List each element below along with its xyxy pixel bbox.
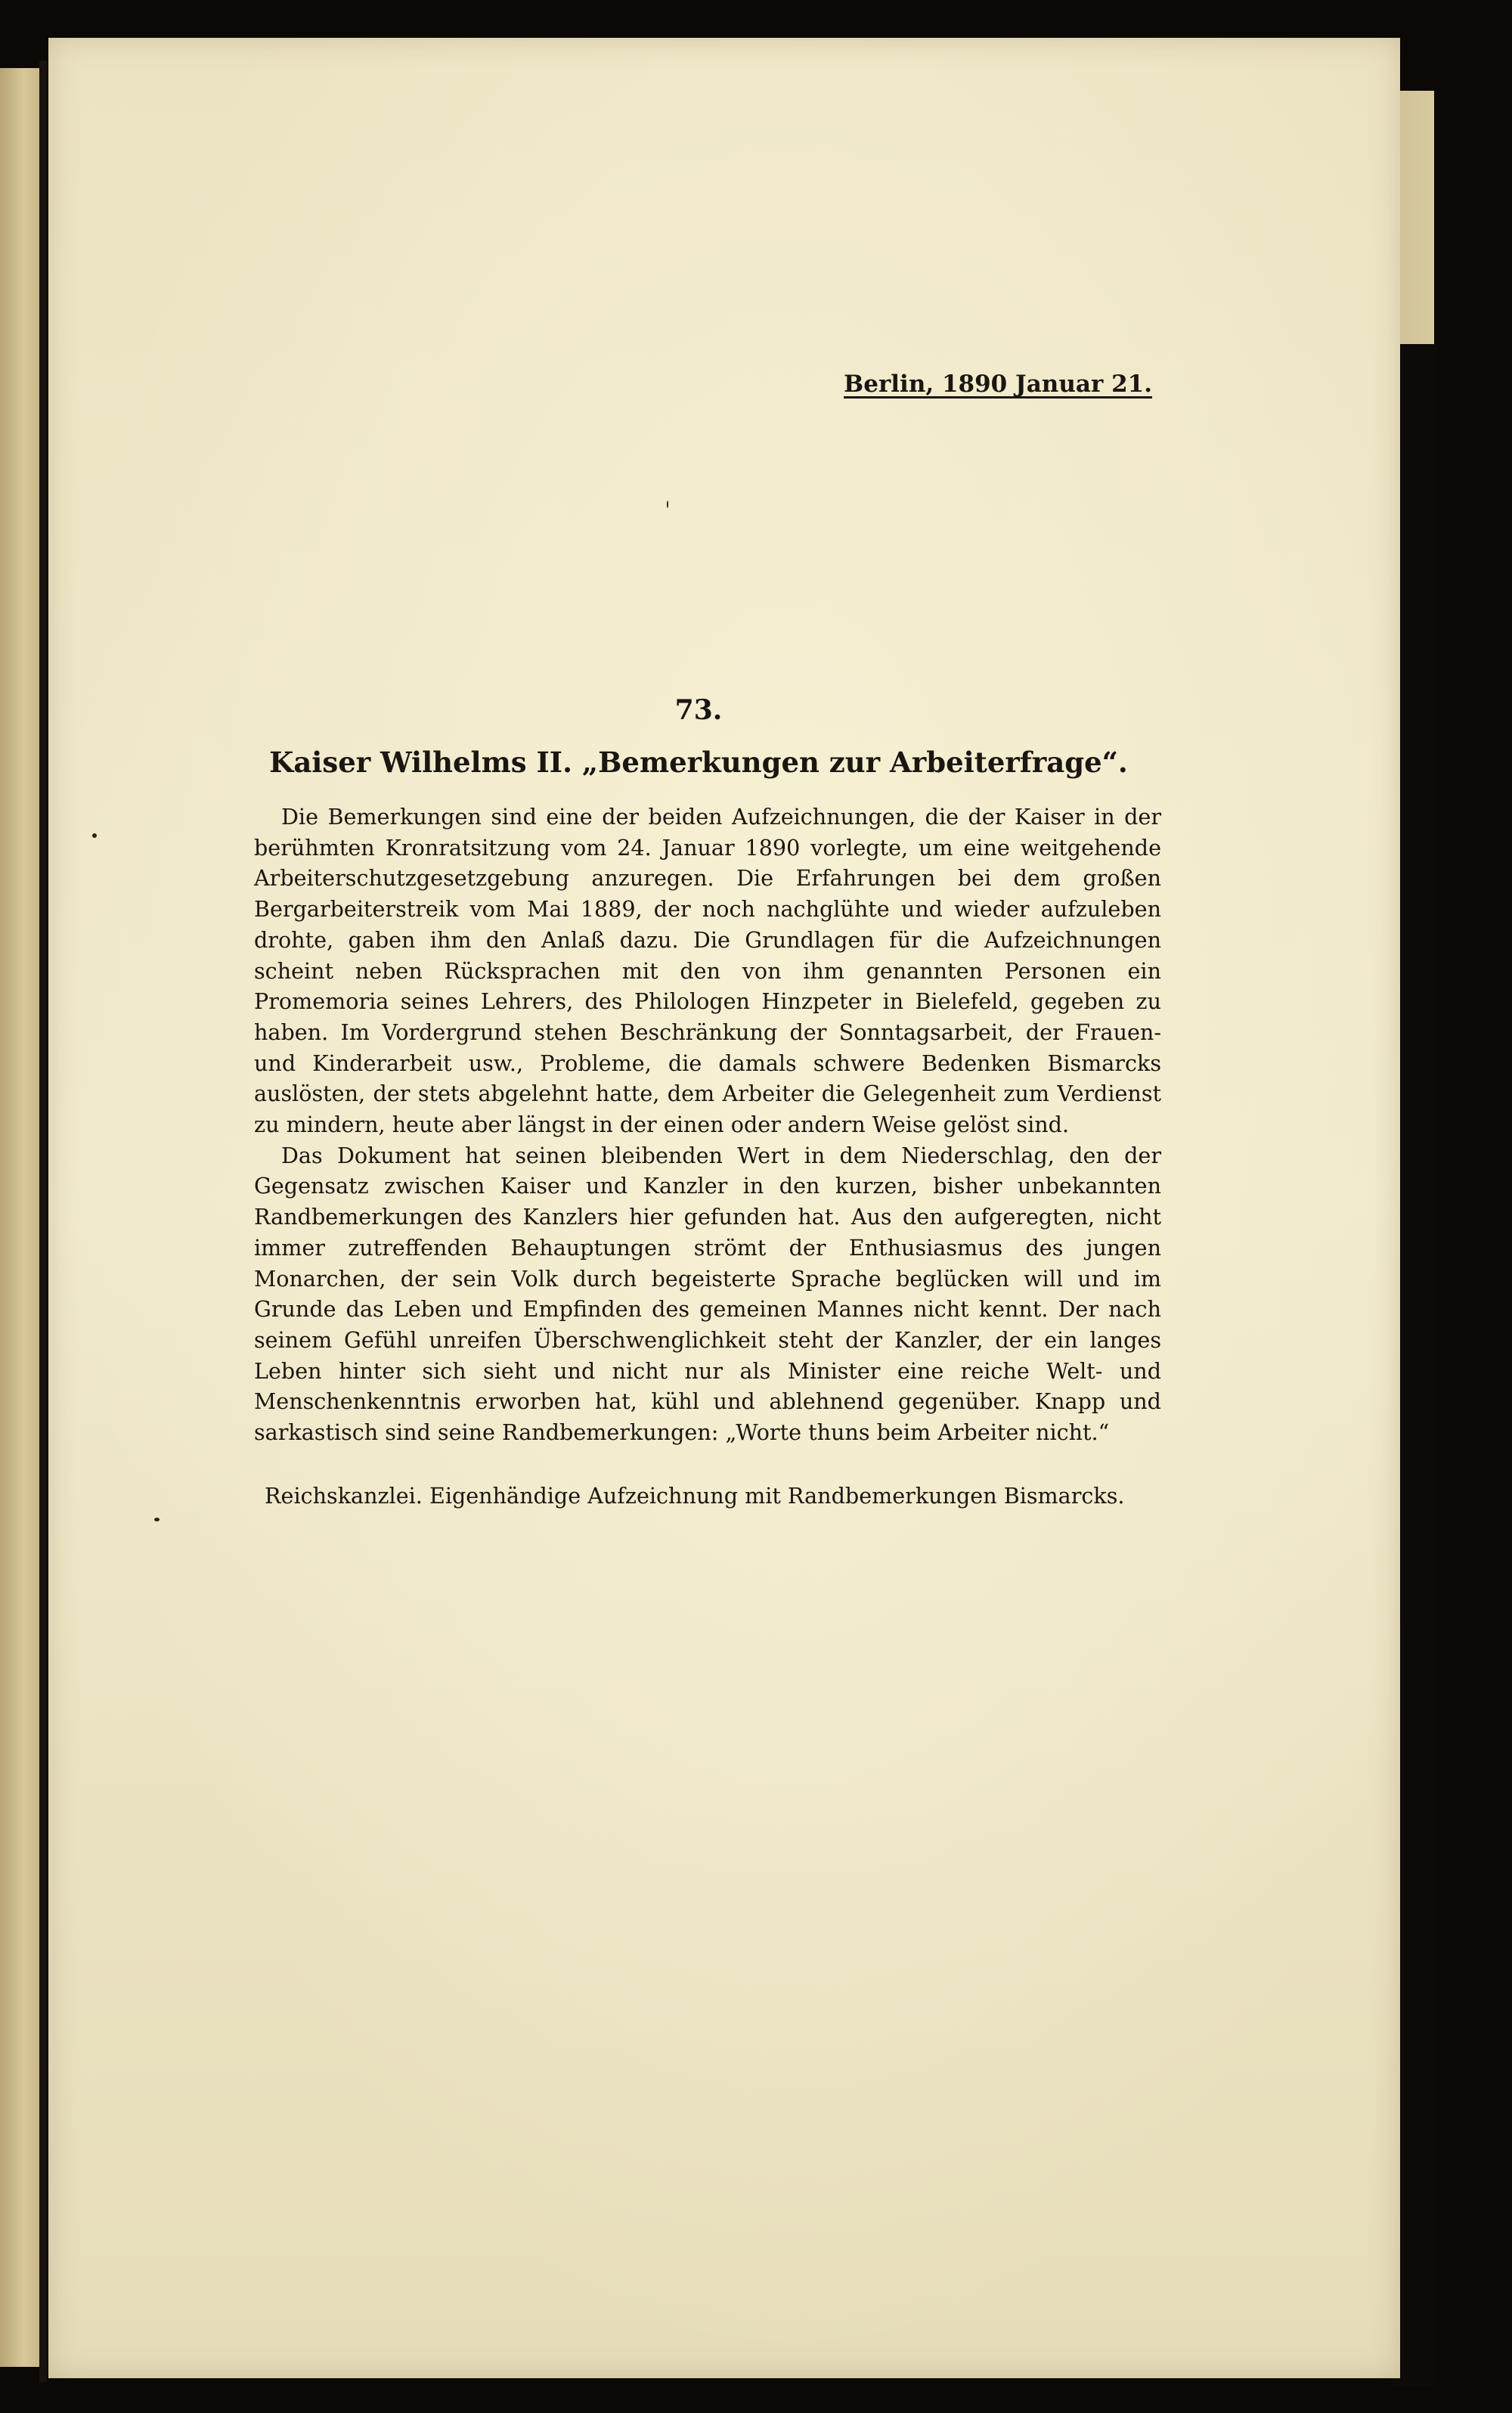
document-title: Kaiser Wilhelms II. „Bemerkungen zur Arbeiterfrage“. — [269, 746, 1128, 779]
document-number: 73. — [674, 694, 723, 726]
intro-paragraph-1: Die Bemerkungen sind eine der beiden Aufzeichnungen, die der Kaiser in der berühmten Kronratsitzung vom 24. Januar 1890 vorlegte, um eine weitgehende Arbeiterschutzgesetzgebung anzuregen. Die Erfahrungen bei dem großen Bergarbeiterstreik vom Mai 1889, der noch nachglühte und wieder aufzuleben drohte, gaben ihm den Anlaß dazu. Die Grundlagen für die Aufzeichnungen scheint neben Rücksprachen mit den von ihm genannten Personen ein Promemoria seines Lehrers, des Philologen Hinzpeter in Bielefeld, gegeben zu haben. Im Vordergrund stehen Beschränkung der Sonntagsarbeit, der Frauen- und Kinderarbeit usw., Probleme, die damals schwere Bedenken Bismarcks auslösten, der stets abgelehnt hatte, dem Arbeiter die Gelegenheit zum Verdienst zu mindern, heute aber längst in der einen oder andern Weise gelöst sind. — [254, 804, 1161, 1138]
ink-speck — [667, 501, 668, 508]
ink-speck — [154, 1518, 160, 1521]
document-page — [48, 38, 1400, 2378]
left-page-edge — [0, 68, 42, 2367]
source-note: Reichskanzlei. Eigenhändige Aufzeichnung mit Randbemerkungen Bismarcks. — [265, 1483, 1125, 1509]
ink-speck — [92, 833, 97, 838]
intro-paragraph-2: Das Dokument hat seinen bleibenden Wert in dem Niederschlag, den der Gegensatz zwischen Kaiser und Kanzler in den kurzen, bisher unbekannten Randbemerkungen des Kanzlers hier gefunden hat. Aus den aufgeregten, nicht immer zutreffenden Behauptungen strömt der Enthusiasmus des jungen Monarchen, der sein Volk durch begeisterte Sprache beglücken will und im Grunde das Leben und Empfinden des gemeinen Mannes nicht kennt. Der nach seinem Gefühl unreifen Überschwenglichkeit steht der Kanzler, der ein langes Leben hinter sich sieht und nicht nur als Minister eine reiche Welt- und Menschenkenntnis erworben hat, kühl und ablehnend gegenüber. Knapp und sarkastisch sind seine Randbemerkungen: „Worte thuns beim Arbeiter nicht.“ — [254, 1142, 1161, 1446]
dateline: Berlin, 1890 Januar 21. — [844, 371, 1152, 398]
book-gutter — [39, 60, 47, 2382]
introduction — [254, 802, 1161, 1448]
